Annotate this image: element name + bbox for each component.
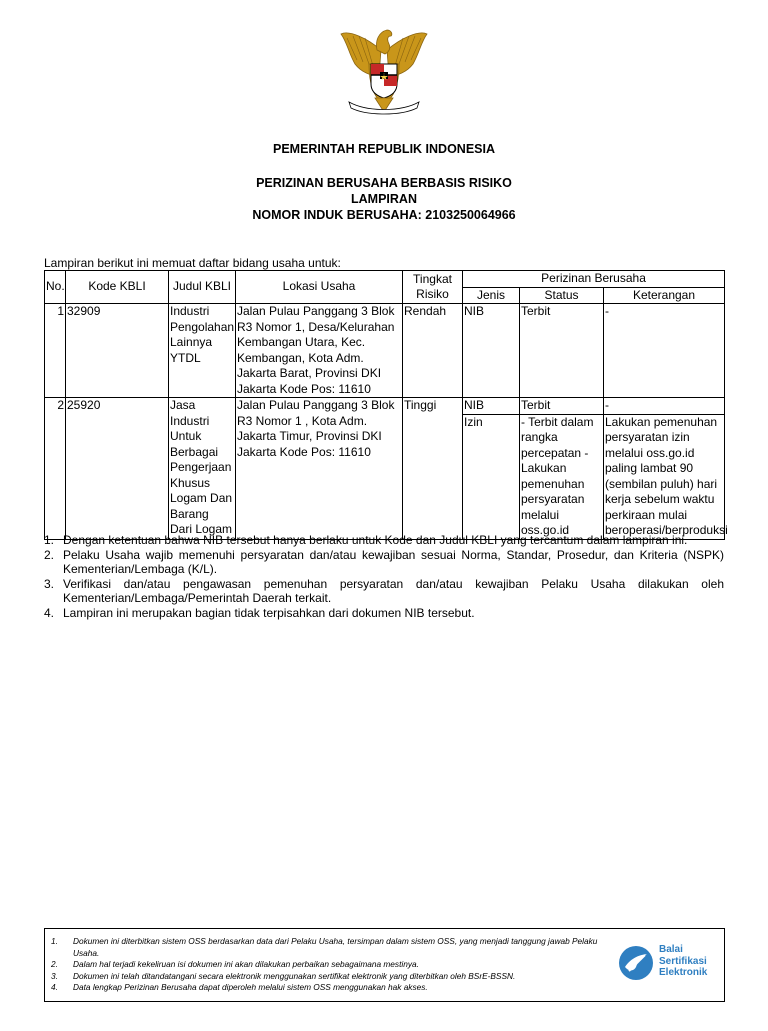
row-jenis: NIB (463, 398, 520, 415)
header-status: Status (520, 287, 604, 304)
row-status: Terbit (520, 398, 604, 415)
document-title: PERIZINAN BERUSAHA BERBASIS RISIKO (256, 176, 512, 190)
header-kode-kbli: Kode KBLI (66, 271, 169, 304)
list-item: 4. Data lengkap Perizinan Berusaha dapat diperoleh melalui sistem OSS menggunakan hak akses. (51, 982, 428, 992)
provisions-list (44, 533, 724, 621)
row-kode-kbli: 25920 (66, 398, 169, 540)
list-item: 2. Dalam hal terjadi kekeliruan isi dokumen ini akan dilakukan perbaikan sebagaimana mestinya. (51, 959, 419, 969)
row-keterangan: - (604, 398, 725, 415)
footer-notes (51, 936, 616, 994)
table-row (45, 304, 725, 398)
header-tingkat-risiko: Tingkat Risiko (403, 271, 463, 304)
row-keterangan: - (604, 304, 725, 398)
row-kode-kbli: 32909 (66, 304, 169, 398)
list-item: 3. Verifikasi dan/atau pengawasan pemenuhan persyaratan dan/atau kewajiban Pelaku Usaha dilakukan oleh Kementerian/Lembaga/Pemerintah Daerah terkait. (44, 577, 724, 605)
header-no: No. (45, 271, 66, 304)
row-judul-kbli: Industri Pengolahan Lainnya YTDL (169, 304, 236, 398)
header-lokasi-usaha: Lokasi Usaha (236, 271, 403, 304)
footer-box (44, 928, 725, 1002)
business-field-table (44, 270, 728, 540)
list-item: 1. Dengan ketentuan bahwa NIB tersebut hanya berlaku untuk Kode dan Judul KBLI yang tercantum dalam lampiran ini. (44, 533, 688, 547)
row-no: 1 (45, 304, 66, 398)
header-perizinan-berusaha: Perizinan Berusaha (463, 271, 725, 288)
row-status-izin: - Terbit dalam rangka percepatan - Lakukan pemenuhan persyaratan melalui oss.go.id (520, 414, 604, 539)
header-judul-kbli: Judul KBLI (169, 271, 236, 304)
table-row (45, 398, 725, 415)
row-tingkat-risiko: Rendah (403, 304, 463, 398)
intro-text: Lampiran berikut ini memuat daftar bidang usaha untuk: (44, 256, 341, 270)
row-lokasi-usaha: Jalan Pulau Panggang 3 Blok R3 Nomor 1 , Kota Adm. Jakarta Timur, Provinsi DKI Jakarta Kode Pos: 11610 (236, 398, 403, 540)
row-jenis-izin: Izin (463, 414, 520, 539)
row-keterangan-izin: Lakukan pemenuhan persyaratan izin melalui oss.go.id paling lambat 90 (sembilan puluh) hari kerja sebelum waktu perkiraan mulai beroperasi/berproduksi (605, 414, 728, 537)
bsre-seal-icon (616, 943, 656, 983)
attachment-title: LAMPIRAN (351, 192, 417, 206)
list-item: 3. Dokumen ini telah ditandatangani secara elektronik menggunakan sertifikat elektronik yang diterbitkan oleh BSrE-BSSN. (51, 970, 516, 981)
list-item: 1. Dokumen ini diterbitkan sistem OSS berdasarkan data dari Pelaku Usaha, tersimpan dalam sistem OSS, yang menjadi tanggung jawab Pelaku Usaha. (51, 936, 598, 958)
header-jenis: Jenis (463, 287, 520, 304)
garuda-icon (337, 20, 431, 118)
bsre-logo (616, 943, 724, 983)
list-item: 4. Lampiran ini merupakan bagian tidak terpisahkan dari dokumen NIB tersebut. (44, 606, 475, 620)
row-no: 2 (45, 398, 66, 540)
nib-number: NOMOR INDUK BERUSAHA: 2103250064966 (252, 208, 516, 222)
row-status: Terbit (520, 304, 604, 398)
list-item: 2. Pelaku Usaha wajib memenuhi persyaratan dan/atau kewajiban sesuai Norma, Standar, Prosedur, dan Kriteria (NSPK) Kementerian/Lembaga (K/L). (44, 548, 724, 576)
row-tingkat-risiko: Tinggi (403, 398, 463, 540)
government-title: PEMERINTAH REPUBLIK INDONESIA (272, 142, 495, 156)
header-keterangan: Keterangan (604, 287, 725, 304)
row-lokasi-usaha: Jalan Pulau Panggang 3 Blok R3 Nomor 1, Desa/Kelurahan Kembangan Utara, Kec. Kembangan, Kota Adm. Jakarta Barat, Provinsi DKI Jakarta Kode Pos: 11610 (236, 304, 403, 398)
garuda-pancasila-emblem (337, 20, 431, 118)
row-jenis: NIB (463, 304, 520, 398)
bsre-logo-text: Balai Sertifikasi Elektronik (659, 944, 708, 978)
row-judul-kbli: Jasa Industri Untuk Berbagai Pengerjaan Khusus Logam Dan Barang Dari Logam (169, 398, 236, 540)
